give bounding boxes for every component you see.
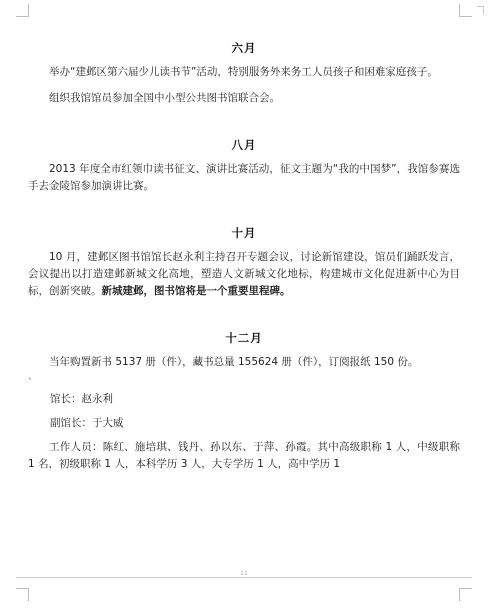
deputy-director-line: 副馆长：于大威: [50, 417, 124, 429]
page-body: [28, 40, 460, 473]
june-paragraph-2: 组织我馆馆员参加全国中小型公共图书馆联合会。: [49, 92, 280, 104]
june-paragraph-1: 举办“建邺区第六届少儿读书节”活动，特别服务外来务工人员孩子和困难家庭孩子。: [49, 66, 438, 78]
footer-divider: [16, 577, 472, 578]
crop-mark-bottom-right: [459, 588, 472, 601]
page-number: 11: [240, 570, 248, 577]
crop-mark-top-right: [459, 4, 472, 17]
section-heading-december: 十二月: [225, 331, 263, 345]
october-bold-statement: 新城建邺，图书馆将是一个重要里程碑。: [101, 285, 291, 297]
scroll-indicator[interactable]: [477, 6, 484, 15]
section-heading-june: 六月: [231, 41, 257, 55]
staff-paragraph: 工作人员：陈红、施培琪、钱丹、孙以东、于萍、孙霞。其中高级职称 1 人，中级职称 1 名，初级职称 1 人，本科学历 3 人，大专学历 1 人，高中学历 1: [28, 441, 460, 470]
october-text: 10 月，建邺区图书馆馆长赵永利主持召开专题会议，讨论新馆建设，馆员们踊跃发言，会议提出以打造建邺新城文化高地，塑造人文新城文化地标，构建城市文化促进新中心为目标，创新突破。: [28, 251, 460, 297]
section-heading-october: 十月: [231, 226, 257, 240]
director-line: 馆长：赵永利: [50, 393, 113, 405]
crop-mark-bottom-left: [16, 588, 29, 601]
stray-mark: 、: [28, 372, 38, 382]
december-paragraph-1: 当年购置新书 5137 册（件），藏书总量 155624 册（件），订阅报纸 150 份。: [49, 356, 419, 368]
section-heading-august: 八月: [231, 138, 257, 152]
october-paragraph-1: [28, 249, 460, 300]
crop-mark-top-left: [16, 4, 29, 17]
august-paragraph-1: 2013 年度全市红领巾读书征文、演讲比赛活动，征文主题为“我的中国梦”，我馆参赛选手去金陵馆参加演讲比赛。: [28, 163, 460, 192]
